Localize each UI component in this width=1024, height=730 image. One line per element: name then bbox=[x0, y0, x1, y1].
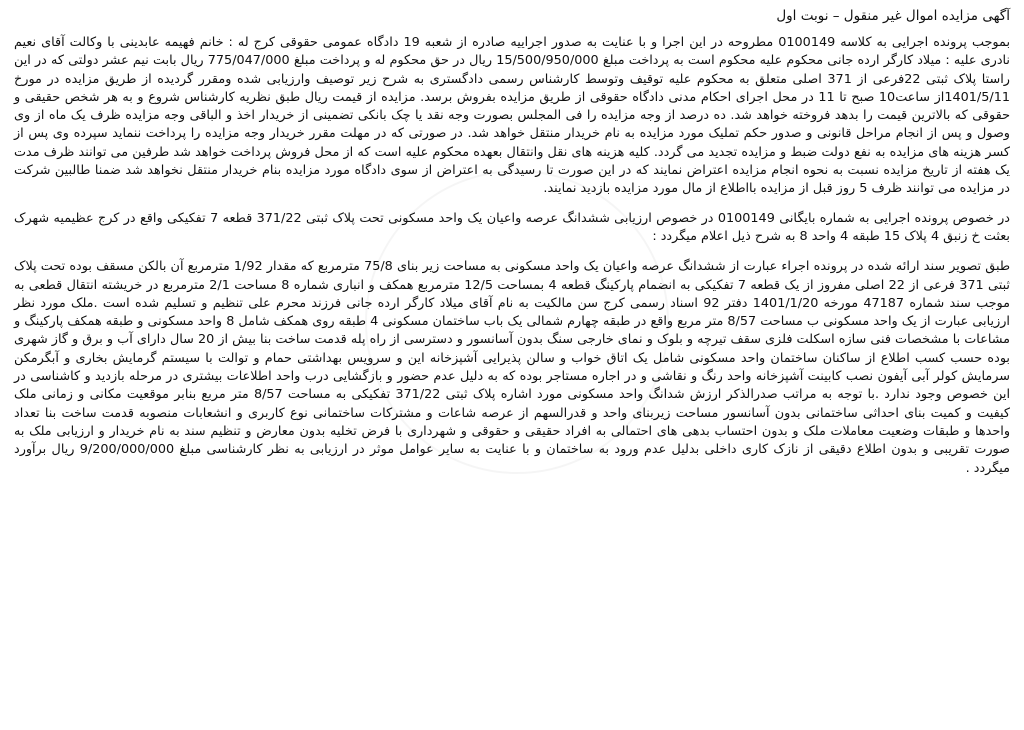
notice-title: آگهی مزایده اموال غیر منقول – نوبت اول bbox=[776, 8, 1010, 24]
paragraph-auction-terms: بموجب پرونده اجرایی به کلاسه 0100149 مطروحه در این اجرا و با عنایت به صدور اجراییه صادره از شعبه 19 دادگاه عمومی حقوقی کرج له : خانم فهیمه عابدینی با وکالت آقای نعیم نادری علیه : میلاد کارگر ارده جانی محکوم علیه محکوم است به پرداخت مبلغ 15/500/950/000 ریال در حق محکوم له و پرداخت مبلغ 775/047/000 ریال بابت نیم عشر دولتی که در این راستا پلاک ثبتی 22فرعی از 371 اصلی متعلق به محکوم علیه توقیف وتوسط کارشناس رسمی دادگستری به شرح زیر توصیف وارزیابی شده ومقرر گردیده از طریق مزایده در مورخ 1401/5/11از ساعت10 صبح تا 11 در محل اجرای احکام مدنی دادگاه حقوقی از طریق مزایده بفروش برسد. مزایده از قیمت ریال طبق نظریه کارشناس شروع و به هر شخص حقیقی و حقوقی که بالاترین قیمت را بدهد فروخته خواهد شد. ده درصد از وجه مزایده را فی المجلس بصورت وجه نقد یا چک بانکی تضمینی از خریدار اخذ و الباقی وجه مزایده ظرف یک ماه از وی وصول و پس از انجام مراحل قانونی و صدور حکم تملیک مورد مزایده به نام خریدار منتقل خواهد شد. در صورتی که در مهلت مقرر خریدار وجه مزایده را پرداخت ننماید سپرده وی پس از کسر هزینه های مزایده به نفع دولت ضبط و مزایده تجدید می گردد. کلیه هزینه های نقل وانتقال بعهده محکوم علیه است که از محل فروش پرداخت خواهد شد طرفین می توانند ظرف مدت یک هفته از تاریخ مزایده نسبت به نحوه انجام مزایده اعتراض نمایند که در این صورت تا رسیدگی به اعتراض از سوی دادگاه مورد مزایده بنام خریدار منتقل نخواهد شد ضمنا طالبین شرکت در مزایده می توانند ظرف 5 روز قبل از مزایده بااطلاع از مال مورد مزایده بازدید نمایند. bbox=[14, 35, 1011, 197]
paragraph-property-appraisal: طبق تصویر سند ارائه شده در پرونده اجراء عبارت از ششدانگ عرصه واعیان یک واحد مسکونی به مساحت زیر بنای 75/8 مترمربع که مقدار 1/92 مترمربع آن بالکن مسقف بوده تحت پلاک ثبتی 371 فرعی از 22 اصلی مفروز از یک قطعه 7 تفکیکی به انضمام پارکینگ قطعه 4 بمساحت 12/5 مترمربع همکف و انباری شماره 8 مساحت 2/1 مترمربع در خریشته انتقال قطعی به موجب سند شماره 47187 مورخه 1401/1/20 دفتر 92 اسناد رسمی کرج سن مالکیت به نام آقای میلاد کارگر ارده جانی فرزند محرم علی تنظیم و تسلیم شده است .ملک مورد نظر ارزیابی عبارت از یک واحد مسکونی ب مساحت 8/57 متر مربع واقع در طبقه چهارم شمالی یک باب ساختمان مسکونی 4 طبقه روی همکف شامل 8 واحد مسکونی و طبقه همکف پارکینگ و مشاعات با مشخصات فنی سازه اسکلت فلزی سقف تیرچه و بلوک و نمای خارجی سنگ بدون آسانسور و دسترسی از راه پله قدمت ساخت بنا بیش از 20 سال دارای آب و برق و گاز شهری بوده حسب کسب اطلاع از ساکنان ساختمان واحد مسکونی شامل یک اتاق خواب و سالن پذیرایی آشپزخانه این و سرویس بهداشتی حمام و توالت با سیستم گرمایش بخاری و آبگرمکن سرمایش کولر آبی آیفون نصب کابینت آشپزخانه واحد رنگ و نقاشی و در اجاره مستاجر بوده که به دلیل عدم حضور و بازگشایی درب واحد اطلاعات بیشتری در مرحله بازدید و کاشناسی در این خصوص وجود ندارد .با توجه به مراتب صدرالذکر ارزش شدانگ واحد مسکونی مورد اشاره پلاک ثبتی 371/22 تفکیکی به مساحت 8/57 متر مربع بنابر موقعیت مکانی و زمانی ملک کیفیت و کمیت بنای احداثی ساختمانی بدون آسانسور مساحت زیربنای واحد و قدرالسهم از عرصه شاعات و مشترکات ساختمانی نوع کاربری و انشعابات منصوبه قدمت ساخت بنا تعداد واحدها و طبقات وضعیت معاملات ملک و بدون احتساب بدهی های احتمالی به افراد حقیقی و حقوقی و شهرداری با فرض تخلیه بدون معارض و تنظیم سند به نام خریدار و ارزیابی ملک به صورت تقریبی و بدون اطلاع دقیقی از نازک کاری داخلی بدلیل عدم ورود به ساختمان و با عنایت به سایر عوامل موثر در ارزیابی به نظر کارشناسی مبلغ 9/200/000/000 ریال برآورد میگردد . bbox=[14, 259, 1011, 476]
paragraph-case-description: در خصوص پرونده اجرایی به شماره بایگانی 0100149 در خصوص ارزیابی ششدانگ عرصه واعیان یک واحد مسکونی تحت پلاک ثبتی 371/22 قطعه 7 تفکیکی واقع در کرج عظیمیه شهرک بعثت خ زنبق 4 پلاک 15 طبقه 4 واحد 8 به شرح ذیل اعلام میگردد : bbox=[14, 210, 1010, 244]
